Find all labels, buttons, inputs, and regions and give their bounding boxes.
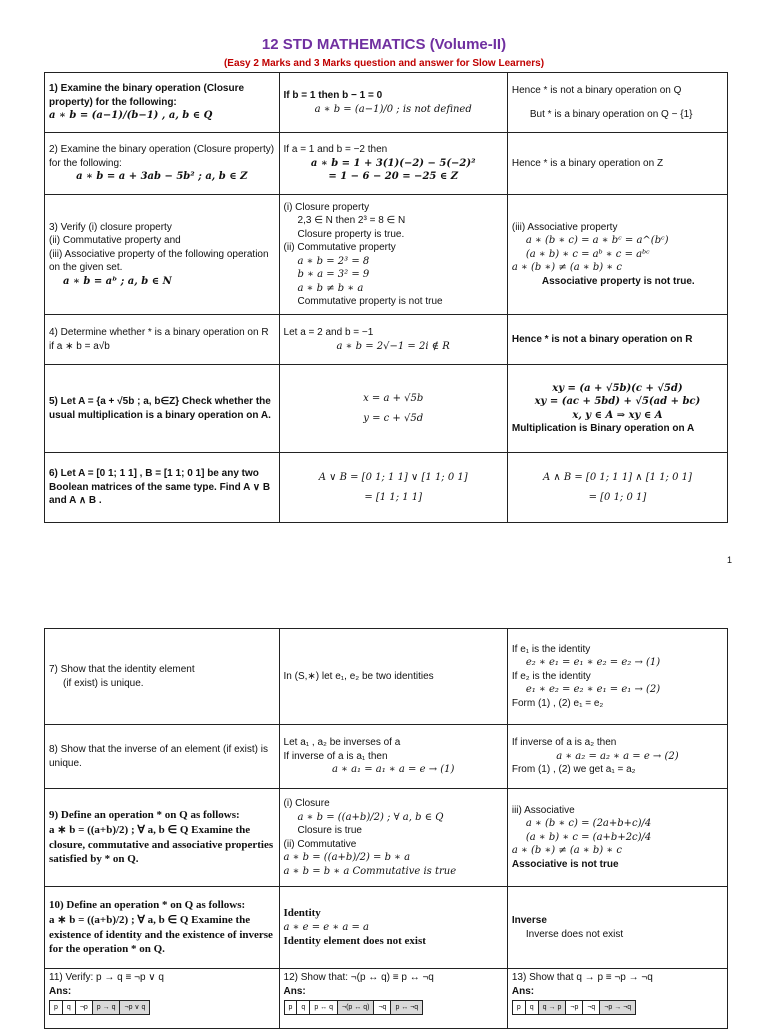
answer-line: Closure property is true. — [297, 228, 405, 240]
conclusion-line: Associative is not true — [511, 858, 619, 870]
conclusion-cell — [507, 365, 727, 453]
question-cell — [45, 789, 280, 887]
question-formula: a ∗ b = a + 3ab − 5b² ; a, b ∈ Z — [76, 171, 248, 183]
answer-line: a ∗ b = ((a+b)/2) ; ∀ a, b ∈ Q — [297, 811, 444, 823]
qa-table-page-2 — [44, 628, 728, 1029]
table-row — [45, 73, 728, 133]
answer-line: b ∗ a = 3² = 9 — [297, 269, 370, 280]
answer-line: a ∗ b ≠ b ∗ a — [297, 282, 364, 294]
answer-line: Ans: — [283, 985, 306, 997]
question-text: 7) Show that the identity element — [49, 664, 195, 675]
answer-cell — [279, 887, 507, 969]
answer-line: = [1 1; 1 1] — [364, 491, 423, 503]
question-text: 11) Verify: p → q ≡ ¬p ∨ q — [49, 972, 164, 983]
conclusion-line: xy = (a + √5b)(c + √5d) — [552, 382, 683, 394]
conclusion-line: a ∗ a₂ = a₂ ∗ a = e → (2) — [556, 750, 679, 762]
answer-cell — [279, 629, 507, 725]
truth-table-header: ¬p ∨ q — [120, 1001, 150, 1015]
answer-cell — [279, 73, 507, 133]
qa-table-page-1 — [44, 72, 728, 523]
question-text: 2) Examine the binary operation (Closure property) for the following: — [49, 144, 275, 169]
question-formula: a ∗ b = (a−1)/(b−1) , a, b ∈ Q — [49, 110, 213, 122]
truth-table-header: p ↔ q — [310, 1001, 338, 1015]
conclusion-line: A ∧ B = [0 1; 1 1] ∧ [1 1; 0 1] — [542, 472, 692, 483]
conclusion-line: Inverse — [511, 915, 547, 926]
conclusion-cell — [507, 969, 727, 1029]
conclusion-line: a ∗ (b ∗ c) = (2a+b+c)/4 — [525, 818, 652, 830]
conclusion-cell — [507, 133, 727, 195]
conclusion-line: xy = (ac + 5bd) + √5(ad + bc) — [534, 396, 701, 407]
question-text: 5) Let A = {a + √5b ; a, b∈Z} Check whether the usual multiplication is a binary operation on A. — [49, 396, 271, 421]
conclusion-line: a ∗ (b ∗) ≠ (a ∗ b) ∗ c — [511, 845, 622, 857]
truth-table-header: p — [512, 1001, 525, 1015]
truth-table-header: ¬q — [583, 1001, 600, 1015]
question-text: (if exist) is unique. — [63, 677, 144, 689]
question-text: (iii) Associative property of the following operation on the given set. — [49, 248, 269, 274]
answer-line: Closure is true — [297, 825, 362, 836]
answer-line: y = c + √5d — [363, 412, 424, 424]
conclusion-cell — [507, 453, 727, 523]
question-cell — [45, 629, 280, 725]
answer-line: Let a₁ , a₂ be inverses of a — [283, 737, 401, 749]
conclusion-line: Hence * is a binary operation on Z — [511, 157, 664, 169]
truth-table — [49, 1000, 150, 1015]
question-cell — [45, 195, 280, 315]
answer-cell — [279, 365, 507, 453]
conclusion-line: (a ∗ b) ∗ c = (a+b+2c)/4 — [525, 831, 652, 843]
conclusion-cell — [507, 725, 727, 789]
table-row — [45, 887, 728, 969]
question-cell — [45, 315, 280, 365]
conclusion-line: (iii) Associative property — [511, 221, 618, 233]
conclusion-cell — [507, 195, 727, 315]
answer-line: a ∗ b = 2√−1 = 2i ∉ R — [336, 340, 450, 352]
conclusion-line: e₂ ∗ e₁ = e₁ ∗ e₂ = e₂ → (1) — [525, 657, 661, 669]
question-text: 8) Show that the inverse of an element (if exist) is unique. — [49, 744, 268, 769]
question-text: Ans: — [49, 985, 72, 997]
conclusion-line: From (1) , (2) we get a₁ = a₂ — [511, 764, 636, 776]
conclusion-cell — [507, 629, 727, 725]
answer-line: If a = 1 and b = −2 then — [283, 144, 388, 156]
table-row — [45, 789, 728, 887]
question-text: 4) Determine whether * is a binary operation on R if a ∗ b = a√b — [49, 327, 269, 352]
answer-line: a ∗ b = b ∗ a Commutative is true — [283, 865, 457, 877]
page-number: 1 — [727, 555, 733, 565]
answer-line: (i) Closure — [283, 798, 330, 809]
answer-line: a ∗ b = 2³ = 8 — [297, 255, 370, 267]
conclusion-line: Hence * is not a binary operation on R — [511, 333, 693, 345]
answer-line: In (S,∗) let e₁, e₂ be two identities — [283, 670, 434, 682]
document-subtitle: (Easy 2 Marks and 3 Marks question and answer for Slow Learners) — [223, 58, 545, 69]
answer-line: x = a + √5b — [363, 393, 424, 404]
document-title: 12 STD MATHEMATICS (Volume-II) — [261, 36, 507, 53]
conclusion-line: Hence * is not a binary operation on Q — [511, 85, 682, 96]
question-cell — [45, 453, 280, 523]
conclusion-line: a ∗ (b ∗ c) = a ∗ bᶜ = a^(bᶜ) — [525, 235, 669, 247]
question-text: 9) Define an operation * on Q as follows: — [49, 808, 240, 821]
question-text: 3) Verify (i) closure property — [49, 221, 172, 233]
answer-line: a ∗ b = ((a+b)/2) = b ∗ a — [283, 852, 411, 863]
question-cell — [45, 969, 280, 1029]
question-cell — [45, 133, 280, 195]
answer-line: A ∨ B = [0 1; 1 1] ∨ [1 1; 0 1] — [318, 472, 468, 483]
truth-table-header: ¬p → ¬q — [600, 1001, 636, 1015]
conclusion-cell — [507, 73, 727, 133]
truth-table-header: q — [62, 1001, 75, 1015]
truth-table — [284, 1000, 424, 1015]
answer-line: If b = 1 then b − 1 = 0 — [283, 90, 383, 101]
answer-line: Identity element does not exist — [283, 935, 426, 948]
conclusion-cell — [507, 789, 727, 887]
conclusion-line: iii) Associative — [511, 804, 575, 816]
conclusion-line: e₁ ∗ e₂ = e₂ ∗ e₁ = e₁ → (2) — [525, 684, 661, 696]
table-row — [45, 133, 728, 195]
table-row — [45, 725, 728, 789]
answer-line: Commutative property is not true — [297, 296, 443, 307]
answer-line: 2,3 ∈ N then 2³ = 8 ∈ N — [297, 215, 406, 226]
answer-line: a ∗ b = (a−1)/0 ; is not defined — [314, 103, 472, 115]
truth-table-header: ¬p — [566, 1001, 583, 1015]
answer-cell — [279, 969, 507, 1029]
answer-line: = 1 − 6 − 20 = −25 ∈ Z — [328, 171, 459, 183]
table-row — [45, 453, 728, 523]
answer-cell — [279, 789, 507, 887]
question-text: 10) Define an operation * on Q as follows: — [49, 898, 246, 911]
answer-line: (ii) Commutative property — [283, 242, 396, 253]
truth-table — [512, 1000, 636, 1015]
conclusion-line: a ∗ (b ∗) ≠ (a ∗ b) ∗ c — [511, 262, 622, 274]
conclusion-cell — [507, 887, 727, 969]
answer-cell — [279, 133, 507, 195]
question-cell — [45, 887, 280, 969]
truth-table-header: p — [50, 1001, 63, 1015]
truth-table-header: p → q — [92, 1001, 120, 1015]
conclusion-line: Ans: — [511, 985, 535, 997]
conclusion-line: = [0 1; 0 1] — [588, 491, 647, 503]
conclusion-line: If e₁ is the identity — [511, 643, 591, 655]
truth-table-header: ¬(p ↔ q) — [338, 1001, 374, 1015]
conclusion-line: If inverse of a is a₂ then — [511, 737, 617, 749]
answer-line: (i) Closure property — [283, 201, 370, 213]
answer-line: a ∗ e = e ∗ a = a — [283, 921, 370, 933]
answer-line: (ii) Commutative — [283, 838, 357, 850]
answer-cell — [279, 315, 507, 365]
answer-line: a ∗ a₁ = a₁ ∗ a = e → (1) — [331, 764, 455, 776]
question-cell — [45, 725, 280, 789]
question-cell — [45, 73, 280, 133]
conclusion-line: Inverse does not exist — [525, 928, 624, 940]
conclusion-line: If e₂ is the identity — [511, 670, 591, 682]
conclusion-line: 13) Show that q → p ≡ ¬p → ¬q — [511, 972, 653, 983]
answer-line: 12) Show that: ¬(p ↔ q) ≡ p ↔ ¬q — [283, 972, 434, 983]
truth-table-header: ¬q — [374, 1001, 391, 1015]
truth-table-header: p ↔ ¬q — [391, 1001, 423, 1015]
truth-table-header: q — [297, 1001, 310, 1015]
question-text: 6) Let A = [0 1; 1 1] , B = [1 1; 0 1] be any two Boolean matrices of the same type. Find A ∨ B and A ∧ B . — [49, 468, 271, 507]
conclusion-line: Form (1) , (2) e₁ = e₂ — [511, 697, 604, 709]
answer-line: Identity — [283, 906, 321, 919]
truth-table-header: p — [284, 1001, 297, 1015]
conclusion-line: Associative property is not true. — [541, 275, 695, 287]
question-text: (ii) Commutative property and — [49, 235, 181, 247]
truth-table-header: ¬p — [75, 1001, 92, 1015]
answer-cell — [279, 195, 507, 315]
table-row — [45, 315, 728, 365]
question-text: a ∗ b = ((a+b)/2) ; ∀ a, b ∈ Q Examine the existence of identity and the existence of inverse for the operation * on Q. — [49, 913, 273, 956]
question-text: a ∗ b = ((a+b)/2) ; ∀ a, b ∈ Q Examine the closure, commutative and associative properties satisfied by * on Q. — [49, 823, 274, 866]
answer-line: Let a = 2 and b = −1 — [283, 327, 374, 338]
answer-cell — [279, 453, 507, 523]
question-cell — [45, 365, 280, 453]
truth-table-header: q — [525, 1001, 538, 1015]
answer-line: If inverse of a is a₁ then — [283, 750, 388, 762]
answer-cell — [279, 725, 507, 789]
table-row — [45, 365, 728, 453]
truth-table-header: q → p — [538, 1001, 566, 1015]
conclusion-cell — [507, 315, 727, 365]
conclusion-line: (a ∗ b) ∗ c = aᵇ ∗ c = aᵇᶜ — [525, 248, 650, 260]
conclusion-line: x, y ∈ A ⇒ xy ∈ A — [572, 409, 663, 421]
question-text: 1) Examine the binary operation (Closure property) for the following: — [49, 83, 245, 108]
table-row — [45, 969, 728, 1029]
question-formula: a ∗ b = aᵇ ; a, b ∈ N — [63, 275, 172, 287]
answer-line: a ∗ b = 1 + 3(1)(−2) − 5(−2)² — [310, 157, 476, 169]
conclusion-line: Multiplication is Binary operation on A — [511, 423, 695, 434]
table-row — [45, 629, 728, 725]
table-row — [45, 195, 728, 315]
conclusion-line: But * is a binary operation on Q − {1} — [529, 108, 693, 120]
